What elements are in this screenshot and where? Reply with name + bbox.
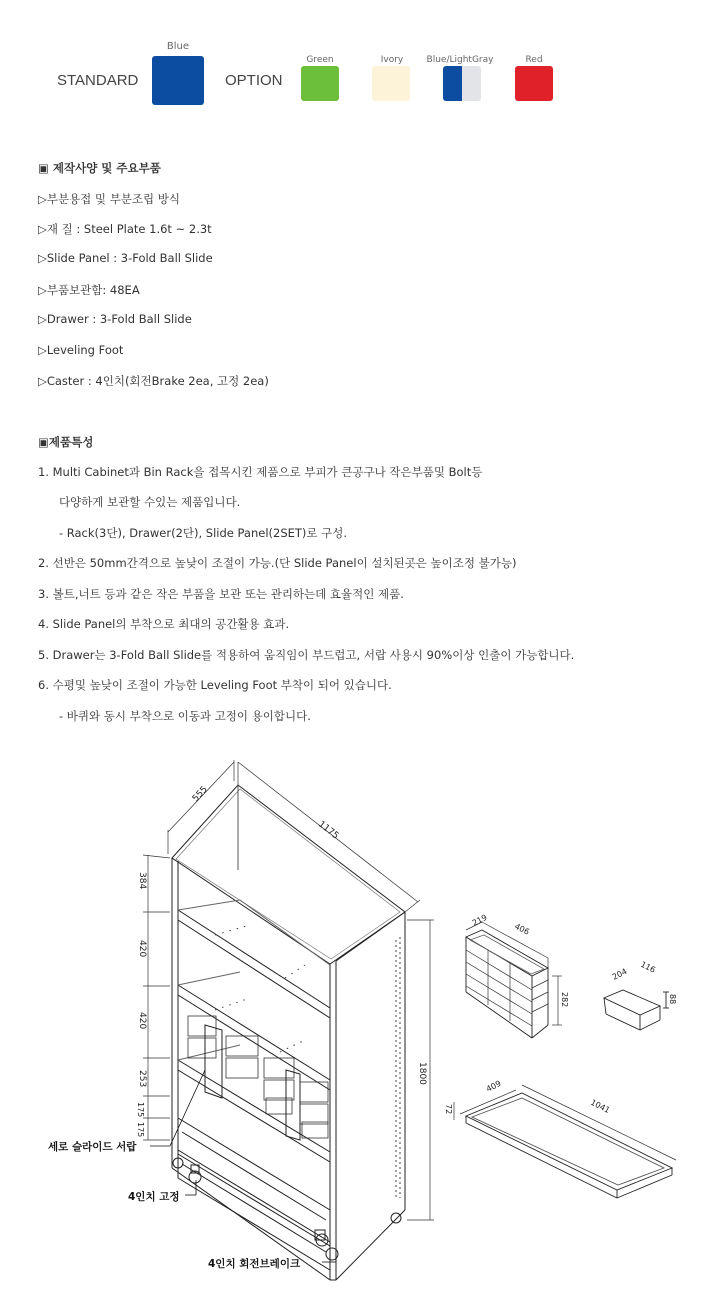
dim-bin-depth: 219	[470, 912, 489, 928]
swatch-caption-green: Green	[306, 55, 334, 65]
feature-item: 3. 볼트,너트 등과 같은 작은 부품을 보관 또는 관리하는데 효율적인 제품.	[38, 587, 404, 601]
dim-panel-height: 72	[444, 1104, 453, 1115]
dim-h2: 420	[137, 940, 147, 958]
dim-h4: 253	[137, 1070, 147, 1088]
spec-item: ▷Caster : 4인치(회전Brake 2ea, 고정 2ea)	[38, 374, 269, 388]
small-bin-drawing	[604, 990, 669, 1030]
feature-item: - Rack(3단), Drawer(2단), Slide Panel(2SET)로 구성.	[48, 526, 348, 540]
bin-block-drawing	[466, 922, 562, 1038]
feature-item: 4. Slide Panel의 부착으로 최대의 공간활용 효과.	[38, 617, 290, 631]
swatch-ivory[interactable]	[372, 66, 410, 101]
spec-item: ▷부분용접 및 부분조립 방식	[38, 192, 181, 206]
swatch-blue[interactable]	[152, 56, 204, 105]
dim-panel-depth: 409	[484, 1078, 503, 1094]
spec-item: ▷Drawer : 3-Fold Ball Slide	[38, 312, 192, 326]
dim-panel-width: 1041	[589, 1097, 612, 1116]
dim-h3: 420	[137, 1012, 147, 1030]
callout-brake-caster: 4인치 회전브레이크	[208, 1258, 301, 1270]
spec-item: ▷재 질 : Steel Plate 1.6t ~ 2.3t	[38, 222, 212, 236]
dim-bin-height: 282	[560, 992, 569, 1008]
callout-slide-drawer: 세로 슬라이드 서랍	[48, 1141, 137, 1153]
swatch-green[interactable]	[301, 66, 339, 101]
swatch-caption-blue: Blue	[166, 41, 190, 52]
feature-item: 다양하게 보관할 수있는 제품입니다.	[48, 495, 241, 509]
dim-bin-width: 406	[513, 921, 531, 937]
feature-item: - 바퀴와 동시 부착으로 이동과 고정이 용이합니다.	[48, 709, 311, 723]
swatch-blue-lightgray[interactable]	[443, 66, 481, 101]
feature-item: 2. 선반은 50mm간격으로 높낮이 조절이 가능.(단 Slide Panel이 설치된곳은 높이조정 불가능)	[38, 556, 517, 570]
swatch-caption-blue-lightgray: Blue/LightGray	[426, 55, 494, 65]
dim-h1: 384	[137, 872, 147, 890]
dim-depth: 555	[190, 784, 210, 805]
specs-heading: ▣ 제작사양 및 주요부품	[38, 161, 161, 175]
features-heading: ▣제품특성	[38, 435, 94, 449]
dim-small-bin-d: 116	[639, 959, 657, 975]
dim-small-bin-h: 88	[668, 994, 677, 1005]
dim-small-bin-w: 204	[610, 966, 629, 982]
spec-item: ▷부품보관함: 48EA	[38, 283, 140, 297]
cabinet-drawing	[143, 760, 434, 1280]
feature-item: 5. Drawer는 3-Fold Ball Slide를 적용하여 움직임이 부드럽고, 서랍 사용시 90%이상 인출이 가능합니다.	[38, 648, 575, 662]
dim-total-height: 1800	[417, 1062, 427, 1085]
spec-item: ▷Slide Panel : 3-Fold Ball Slide	[38, 251, 213, 265]
swatch-caption-red: Red	[525, 55, 543, 65]
option-label: OPTION	[225, 72, 283, 89]
dim-width: 1175	[316, 819, 341, 842]
slide-panel-drawing	[454, 1085, 676, 1198]
swatch-caption-ivory: Ivory	[380, 55, 404, 65]
swatch-red[interactable]	[515, 66, 553, 101]
dim-h5: 175	[136, 1102, 145, 1118]
feature-item: 6. 수평및 높낮이 조절이 가능한 Leveling Foot 부착이 되어 있습니다.	[38, 678, 392, 692]
spec-item: ▷Leveling Foot	[38, 343, 124, 357]
standard-label: STANDARD	[57, 72, 139, 89]
callout-fixed-caster: 4인치 고정	[128, 1191, 180, 1203]
dim-h6: 175	[136, 1122, 145, 1138]
feature-item: 1. Multi Cabinet과 Bin Rack을 접목시킨 제품으로 부피가 큰공구나 작은부품및 Bolt등	[38, 465, 483, 479]
technical-drawing	[0, 740, 709, 1299]
